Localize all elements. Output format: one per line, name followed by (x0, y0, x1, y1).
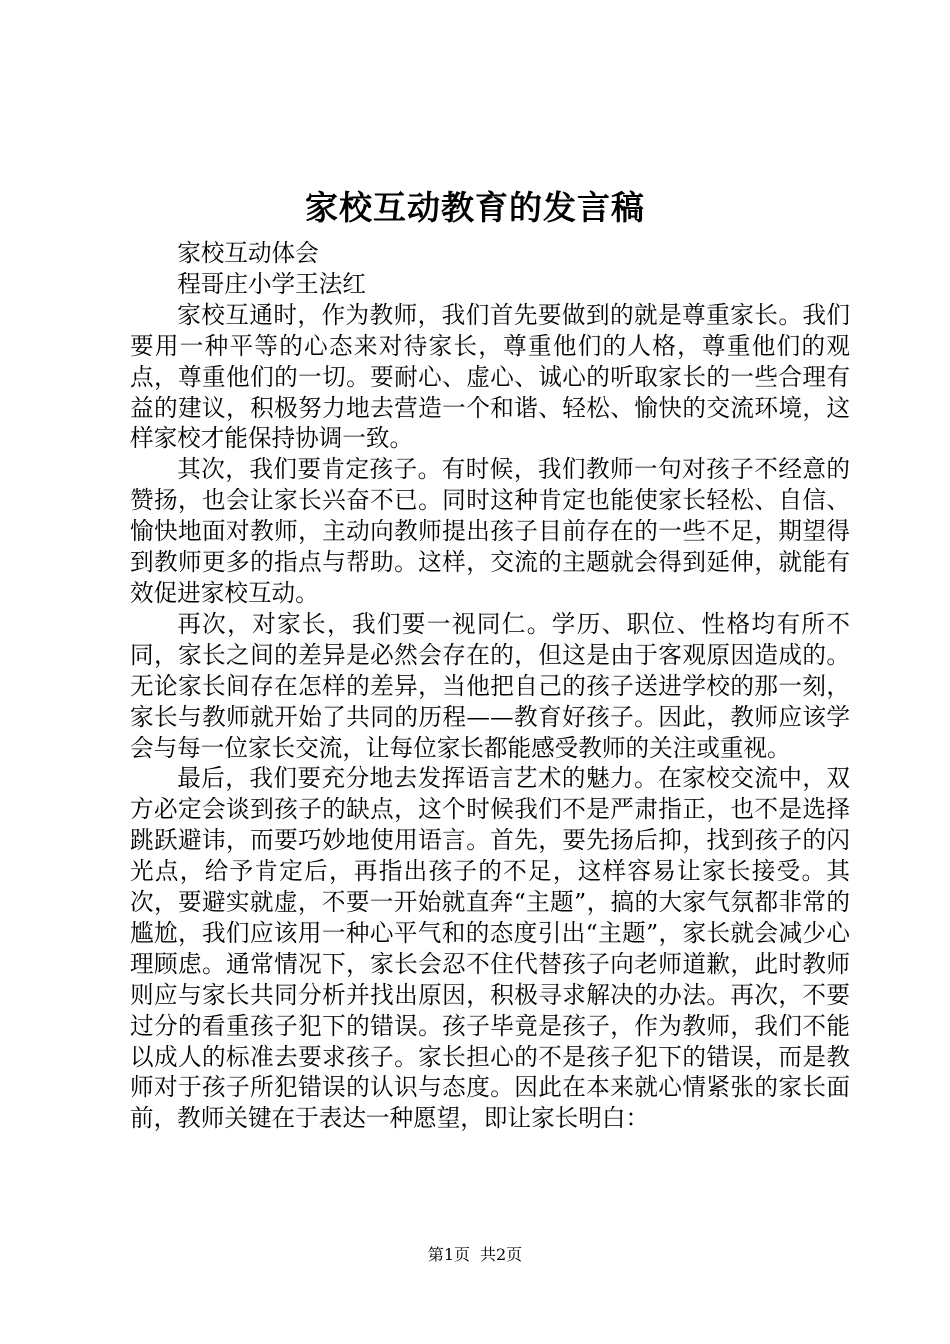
document-title: 家校互动教育的发言稿 (305, 188, 645, 227)
page-number: 第1页 (427, 1245, 470, 1264)
body-paragraph: 最后，我们要充分地去发挥语言艺术的魅力。在家校交流中，双方必定会谈到孩子的缺点，这个时候我们不是严肃指正，也不是选择跳跃避讳，而要巧妙地使用语言。首先，要先扬后抑，找到孩子的闪光点，给予肯定后，再指出孩子的不足，这样容易让家长接受。其次，要避实就虚，不要一开始就直奔“主题”，搞的大家气氛都非常的尴尬，我们应该用一种心平气和的态度引出“主题”，家长就会减少心理顾虑。通常情况下，家长会忍不住代替孩子向老师道歉，此时教师则应与家长共同分析并找出原因，积极寻求解决的办法。再次，不要过分的看重孩子犯下的错误。孩子毕竟是孩子，作为教师，我们不能以成人的标准去要求孩子。家长担心的不是孩子犯下的错误，而是教师对于孩子所犯错误的认识与态度。因此在本来就心情紧张的家长面前，教师关键在于表达一种愿望，即让家长明白： (130, 764, 850, 1133)
page-total: 共2页 (480, 1245, 523, 1264)
page-footer (0, 1244, 950, 1266)
document-body (130, 238, 850, 1134)
body-paragraph: 其次，我们要肯定孩子。有时候，我们教师一句对孩子不经意的赞扬，也会让家长兴奋不已。同时这种肯定也能使家长轻松、自信、愉快地面对教师，主动向教师提出孩子目前存在的一些不足，期望得到教师更多的指点与帮助。这样，交流的主题就会得到延伸，就能有效促进家校互动。 (130, 455, 850, 607)
author-paragraph: 程哥庄小学王法红 (177, 269, 366, 298)
subtitle-paragraph: 家校互动体会 (177, 239, 319, 267)
body-paragraph: 家校互通时，作为教师，我们首先要做到的就是尊重家长。我们要用一种平等的心态来对待家长，尊重他们的人格，尊重他们的观点，尊重他们的一切。要耐心、虚心、诚心的听取家长的一些合理有益的建议，积极努力地去营造一个和谐、轻松、愉快的交流环境，这样家校才能保持协调一致。 (130, 300, 850, 453)
body-paragraph: 再次，对家长，我们要一视同仁。学历、职位、性格均有所不同，家长之间的差异是必然会存在的，但这是由于客观原因造成的。无论家长间存在怎样的差异，当他把自己的孩子送进学校的那一刻，家长与教师就开始了共同的历程——教育好孩子。因此，教师应该学会与每一位家长交流，让每位家长都能感受教师的关注或重视。 (130, 609, 850, 762)
